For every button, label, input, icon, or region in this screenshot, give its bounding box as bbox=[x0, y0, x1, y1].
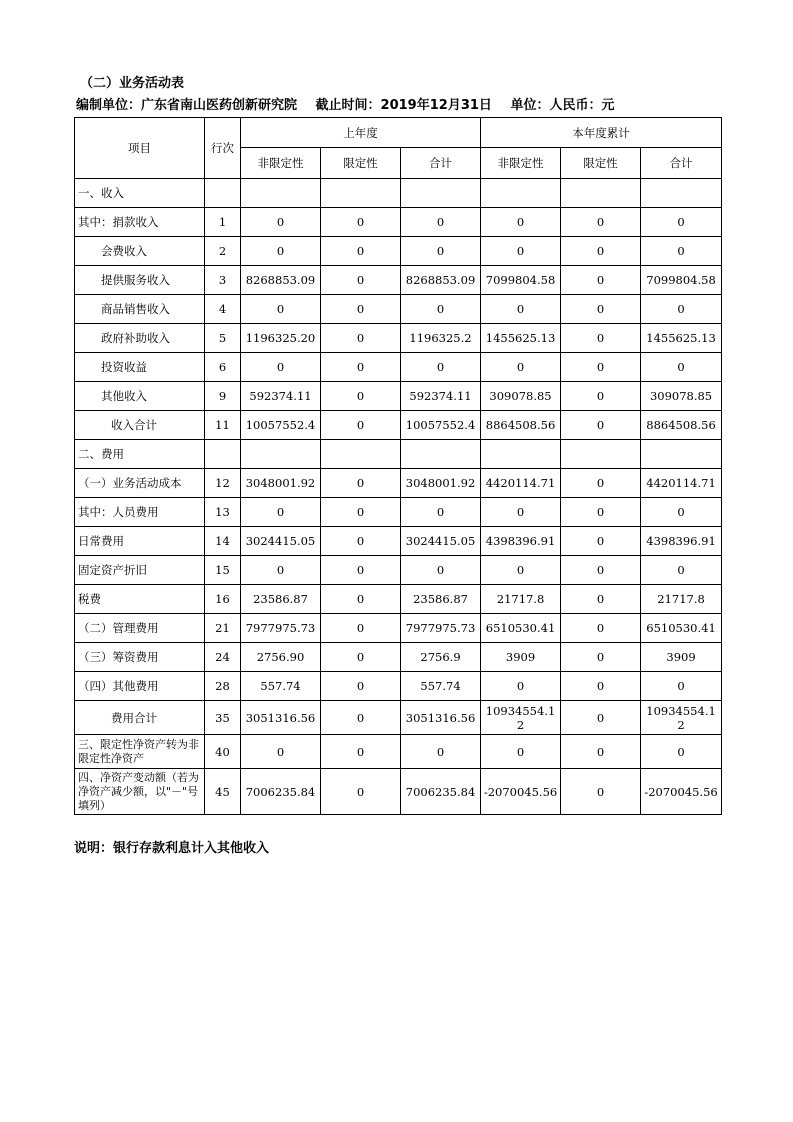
cell-c2 bbox=[561, 440, 641, 469]
cell-p2 bbox=[321, 440, 401, 469]
cell-c3: 7099804.58 bbox=[641, 266, 722, 295]
cell-c1 bbox=[481, 179, 561, 208]
row-item-label: 四、净资产变动额（若为净资产减少额，以"－"号填列） bbox=[75, 769, 205, 815]
cell-p3: 1196325.2 bbox=[401, 324, 481, 353]
cell-c2: 0 bbox=[561, 701, 641, 735]
cell-c1: 7099804.58 bbox=[481, 266, 561, 295]
cell-p3: 0 bbox=[401, 498, 481, 527]
cell-p3: 0 bbox=[401, 237, 481, 266]
table-row bbox=[75, 527, 722, 556]
cell-p2: 0 bbox=[321, 735, 401, 769]
cell-c3 bbox=[641, 179, 722, 208]
cell-c2: 0 bbox=[561, 295, 641, 324]
header-prev-year: 上年度 bbox=[241, 118, 481, 148]
cell-p1: 23586.87 bbox=[241, 585, 321, 614]
row-item-label: 政府补助收入 bbox=[75, 324, 205, 353]
table-row bbox=[75, 411, 722, 440]
cell-p2: 0 bbox=[321, 672, 401, 701]
cell-p3: 3051316.56 bbox=[401, 701, 481, 735]
cell-p3: 3048001.92 bbox=[401, 469, 481, 498]
cell-c3: 0 bbox=[641, 556, 722, 585]
cell-p2: 0 bbox=[321, 498, 401, 527]
cell-p3: 23586.87 bbox=[401, 585, 481, 614]
table-row bbox=[75, 353, 722, 382]
table-row bbox=[75, 498, 722, 527]
row-item-label: 二、费用 bbox=[75, 440, 205, 469]
row-item-label: （一）业务活动成本 bbox=[75, 469, 205, 498]
row-item-label: 会费收入 bbox=[75, 237, 205, 266]
cell-c3: 4420114.71 bbox=[641, 469, 722, 498]
header-prev-restricted: 限定性 bbox=[321, 148, 401, 179]
cell-p3: 592374.11 bbox=[401, 382, 481, 411]
cell-c1: 21717.8 bbox=[481, 585, 561, 614]
cell-c1: 0 bbox=[481, 353, 561, 382]
cell-c2: 0 bbox=[561, 324, 641, 353]
row-item-label: 固定资产折旧 bbox=[75, 556, 205, 585]
cell-c1: 0 bbox=[481, 735, 561, 769]
cell-c2: 0 bbox=[561, 237, 641, 266]
cell-c2: 0 bbox=[561, 353, 641, 382]
cell-c3: 1455625.13 bbox=[641, 324, 722, 353]
cell-c1: -2070045.56 bbox=[481, 769, 561, 815]
cell-p2: 0 bbox=[321, 411, 401, 440]
row-item-label: 其中：捐款收入 bbox=[75, 208, 205, 237]
cell-c3: 309078.85 bbox=[641, 382, 722, 411]
cell-p3: 3024415.05 bbox=[401, 527, 481, 556]
row-item-label: 收入合计 bbox=[75, 411, 205, 440]
cell-p2: 0 bbox=[321, 701, 401, 735]
cell-c3: 6510530.41 bbox=[641, 614, 722, 643]
cell-p1: 0 bbox=[241, 735, 321, 769]
cell-c2: 0 bbox=[561, 556, 641, 585]
cell-p3 bbox=[401, 440, 481, 469]
table-row bbox=[75, 179, 722, 208]
cell-p3: 0 bbox=[401, 556, 481, 585]
cell-c3: 10934554.12 bbox=[641, 701, 722, 735]
row-item-label: 投资收益 bbox=[75, 353, 205, 382]
row-item-label: 其中：人员费用 bbox=[75, 498, 205, 527]
cell-p1: 0 bbox=[241, 556, 321, 585]
cell-c2: 0 bbox=[561, 411, 641, 440]
cell-c1: 3909 bbox=[481, 643, 561, 672]
cell-p1: 10057552.4 bbox=[241, 411, 321, 440]
table-row bbox=[75, 769, 722, 815]
cell-c3: 0 bbox=[641, 237, 722, 266]
table-row bbox=[75, 643, 722, 672]
cell-no: 16 bbox=[205, 585, 241, 614]
cell-c2: 0 bbox=[561, 614, 641, 643]
cell-no: 12 bbox=[205, 469, 241, 498]
cell-p2: 0 bbox=[321, 266, 401, 295]
cell-p1: 0 bbox=[241, 498, 321, 527]
table-row bbox=[75, 614, 722, 643]
report-subtitle bbox=[76, 94, 628, 113]
cell-c2: 0 bbox=[561, 266, 641, 295]
cell-p1 bbox=[241, 179, 321, 208]
cell-no: 2 bbox=[205, 237, 241, 266]
cell-c1: 0 bbox=[481, 237, 561, 266]
header-prev-total: 合计 bbox=[401, 148, 481, 179]
table-row bbox=[75, 556, 722, 585]
row-item-label: （二）管理费用 bbox=[75, 614, 205, 643]
cell-c1: 0 bbox=[481, 295, 561, 324]
cell-no: 11 bbox=[205, 411, 241, 440]
cell-c2: 0 bbox=[561, 498, 641, 527]
cell-no: 15 bbox=[205, 556, 241, 585]
header-prev-unrestricted: 非限定性 bbox=[241, 148, 321, 179]
report-title: （二）业务活动表 bbox=[80, 76, 185, 91]
header-curr-year: 本年度累计 bbox=[481, 118, 722, 148]
table-body bbox=[75, 179, 722, 815]
header-curr-unrestricted: 非限定性 bbox=[481, 148, 561, 179]
cell-c2: 0 bbox=[561, 382, 641, 411]
cell-c3: 4398396.91 bbox=[641, 527, 722, 556]
table-row bbox=[75, 382, 722, 411]
cell-c1: 309078.85 bbox=[481, 382, 561, 411]
cell-no bbox=[205, 440, 241, 469]
cell-p1: 1196325.20 bbox=[241, 324, 321, 353]
cell-c1: 0 bbox=[481, 208, 561, 237]
cell-p3: 0 bbox=[401, 208, 481, 237]
cell-c1: 6510530.41 bbox=[481, 614, 561, 643]
table-row bbox=[75, 701, 722, 735]
cell-no: 24 bbox=[205, 643, 241, 672]
cell-c3 bbox=[641, 440, 722, 469]
report-note: 说明：银行存款利息计入其他收入 bbox=[74, 841, 270, 856]
cell-no: 35 bbox=[205, 701, 241, 735]
cell-c2: 0 bbox=[561, 527, 641, 556]
cell-p2: 0 bbox=[321, 324, 401, 353]
header-row-1 bbox=[75, 118, 722, 148]
cell-p1: 3024415.05 bbox=[241, 527, 321, 556]
cell-c3: 21717.8 bbox=[641, 585, 722, 614]
table-row bbox=[75, 440, 722, 469]
cell-p3: 7006235.84 bbox=[401, 769, 481, 815]
row-item-label: 一、收入 bbox=[75, 179, 205, 208]
cell-c2 bbox=[561, 179, 641, 208]
cell-c3: 3909 bbox=[641, 643, 722, 672]
table-row bbox=[75, 237, 722, 266]
cell-p1: 3051316.56 bbox=[241, 701, 321, 735]
cell-c3: 0 bbox=[641, 295, 722, 324]
cell-no: 5 bbox=[205, 324, 241, 353]
cell-p2: 0 bbox=[321, 643, 401, 672]
cell-no: 28 bbox=[205, 672, 241, 701]
cell-c3: 0 bbox=[641, 208, 722, 237]
cell-no: 4 bbox=[205, 295, 241, 324]
cell-p2: 0 bbox=[321, 382, 401, 411]
cell-no: 21 bbox=[205, 614, 241, 643]
cell-no: 3 bbox=[205, 266, 241, 295]
cell-p3: 8268853.09 bbox=[401, 266, 481, 295]
cell-c1 bbox=[481, 440, 561, 469]
table-row bbox=[75, 208, 722, 237]
cell-c1: 10934554.12 bbox=[481, 701, 561, 735]
cell-c2: 0 bbox=[561, 672, 641, 701]
cell-p3: 2756.9 bbox=[401, 643, 481, 672]
cell-no bbox=[205, 179, 241, 208]
cell-no: 13 bbox=[205, 498, 241, 527]
row-item-label: 费用合计 bbox=[75, 701, 205, 735]
cell-no: 6 bbox=[205, 353, 241, 382]
cell-c3: 8864508.56 bbox=[641, 411, 722, 440]
cell-c1: 0 bbox=[481, 672, 561, 701]
cell-c2: 0 bbox=[561, 208, 641, 237]
table-row bbox=[75, 469, 722, 498]
header-curr-total: 合计 bbox=[641, 148, 722, 179]
cell-p3: 0 bbox=[401, 353, 481, 382]
table-row bbox=[75, 735, 722, 769]
row-item-label: 三、限定性净资产转为非限定性净资产 bbox=[75, 735, 205, 769]
cell-c2: 0 bbox=[561, 643, 641, 672]
cell-c1: 4398396.91 bbox=[481, 527, 561, 556]
cell-p3: 0 bbox=[401, 735, 481, 769]
cell-no: 1 bbox=[205, 208, 241, 237]
cell-c1: 0 bbox=[481, 498, 561, 527]
cell-p1: 2756.90 bbox=[241, 643, 321, 672]
cell-p3 bbox=[401, 179, 481, 208]
cell-c3: 0 bbox=[641, 498, 722, 527]
cell-p2: 0 bbox=[321, 614, 401, 643]
cell-p1: 0 bbox=[241, 208, 321, 237]
cell-p1: 7006235.84 bbox=[241, 769, 321, 815]
cell-p1: 8268853.09 bbox=[241, 266, 321, 295]
row-item-label: （三）筹资费用 bbox=[75, 643, 205, 672]
cell-p2: 0 bbox=[321, 237, 401, 266]
cell-no: 40 bbox=[205, 735, 241, 769]
currency-unit: 单位：人民币：元 bbox=[510, 98, 615, 113]
cell-c1: 4420114.71 bbox=[481, 469, 561, 498]
cell-p1: 3048001.92 bbox=[241, 469, 321, 498]
row-item-label: 提供服务收入 bbox=[75, 266, 205, 295]
cell-c2: 0 bbox=[561, 735, 641, 769]
header-line-no: 行次 bbox=[205, 118, 241, 179]
cell-c2: 0 bbox=[561, 585, 641, 614]
cell-p1: 0 bbox=[241, 295, 321, 324]
cutoff-date: 截止时间：2019年12月31日 bbox=[315, 98, 492, 113]
cell-c3: 0 bbox=[641, 735, 722, 769]
cell-c1: 8864508.56 bbox=[481, 411, 561, 440]
cell-p1: 0 bbox=[241, 237, 321, 266]
cell-c3: 0 bbox=[641, 672, 722, 701]
business-activity-table bbox=[74, 117, 722, 815]
cell-p2: 0 bbox=[321, 469, 401, 498]
table-row bbox=[75, 585, 722, 614]
cell-p2: 0 bbox=[321, 556, 401, 585]
cell-p2: 0 bbox=[321, 208, 401, 237]
compiling-unit: 编制单位：广东省南山医药创新研究院 bbox=[76, 98, 298, 113]
cell-p3: 10057552.4 bbox=[401, 411, 481, 440]
row-item-label: 税费 bbox=[75, 585, 205, 614]
table-row bbox=[75, 266, 722, 295]
cell-c2: 0 bbox=[561, 769, 641, 815]
cell-p2: 0 bbox=[321, 527, 401, 556]
table-row bbox=[75, 324, 722, 353]
cell-p1: 7977975.73 bbox=[241, 614, 321, 643]
cell-p1: 0 bbox=[241, 353, 321, 382]
cell-no: 14 bbox=[205, 527, 241, 556]
row-item-label: 商品销售收入 bbox=[75, 295, 205, 324]
cell-c1: 0 bbox=[481, 556, 561, 585]
cell-p1 bbox=[241, 440, 321, 469]
cell-p3: 7977975.73 bbox=[401, 614, 481, 643]
cell-p2: 0 bbox=[321, 353, 401, 382]
cell-no: 45 bbox=[205, 769, 241, 815]
table-row bbox=[75, 672, 722, 701]
row-item-label: 其他收入 bbox=[75, 382, 205, 411]
cell-c1: 1455625.13 bbox=[481, 324, 561, 353]
cell-p2 bbox=[321, 179, 401, 208]
cell-p1: 592374.11 bbox=[241, 382, 321, 411]
cell-p2: 0 bbox=[321, 585, 401, 614]
row-item-label: （四）其他费用 bbox=[75, 672, 205, 701]
cell-c3: -2070045.56 bbox=[641, 769, 722, 815]
header-curr-restricted: 限定性 bbox=[561, 148, 641, 179]
header-item: 项目 bbox=[75, 118, 205, 179]
cell-p3: 0 bbox=[401, 295, 481, 324]
cell-p2: 0 bbox=[321, 295, 401, 324]
row-item-label: 日常费用 bbox=[75, 527, 205, 556]
table-row bbox=[75, 295, 722, 324]
cell-c3: 0 bbox=[641, 353, 722, 382]
cell-c2: 0 bbox=[561, 469, 641, 498]
cell-p2: 0 bbox=[321, 769, 401, 815]
cell-p1: 557.74 bbox=[241, 672, 321, 701]
cell-p3: 557.74 bbox=[401, 672, 481, 701]
cell-no: 9 bbox=[205, 382, 241, 411]
